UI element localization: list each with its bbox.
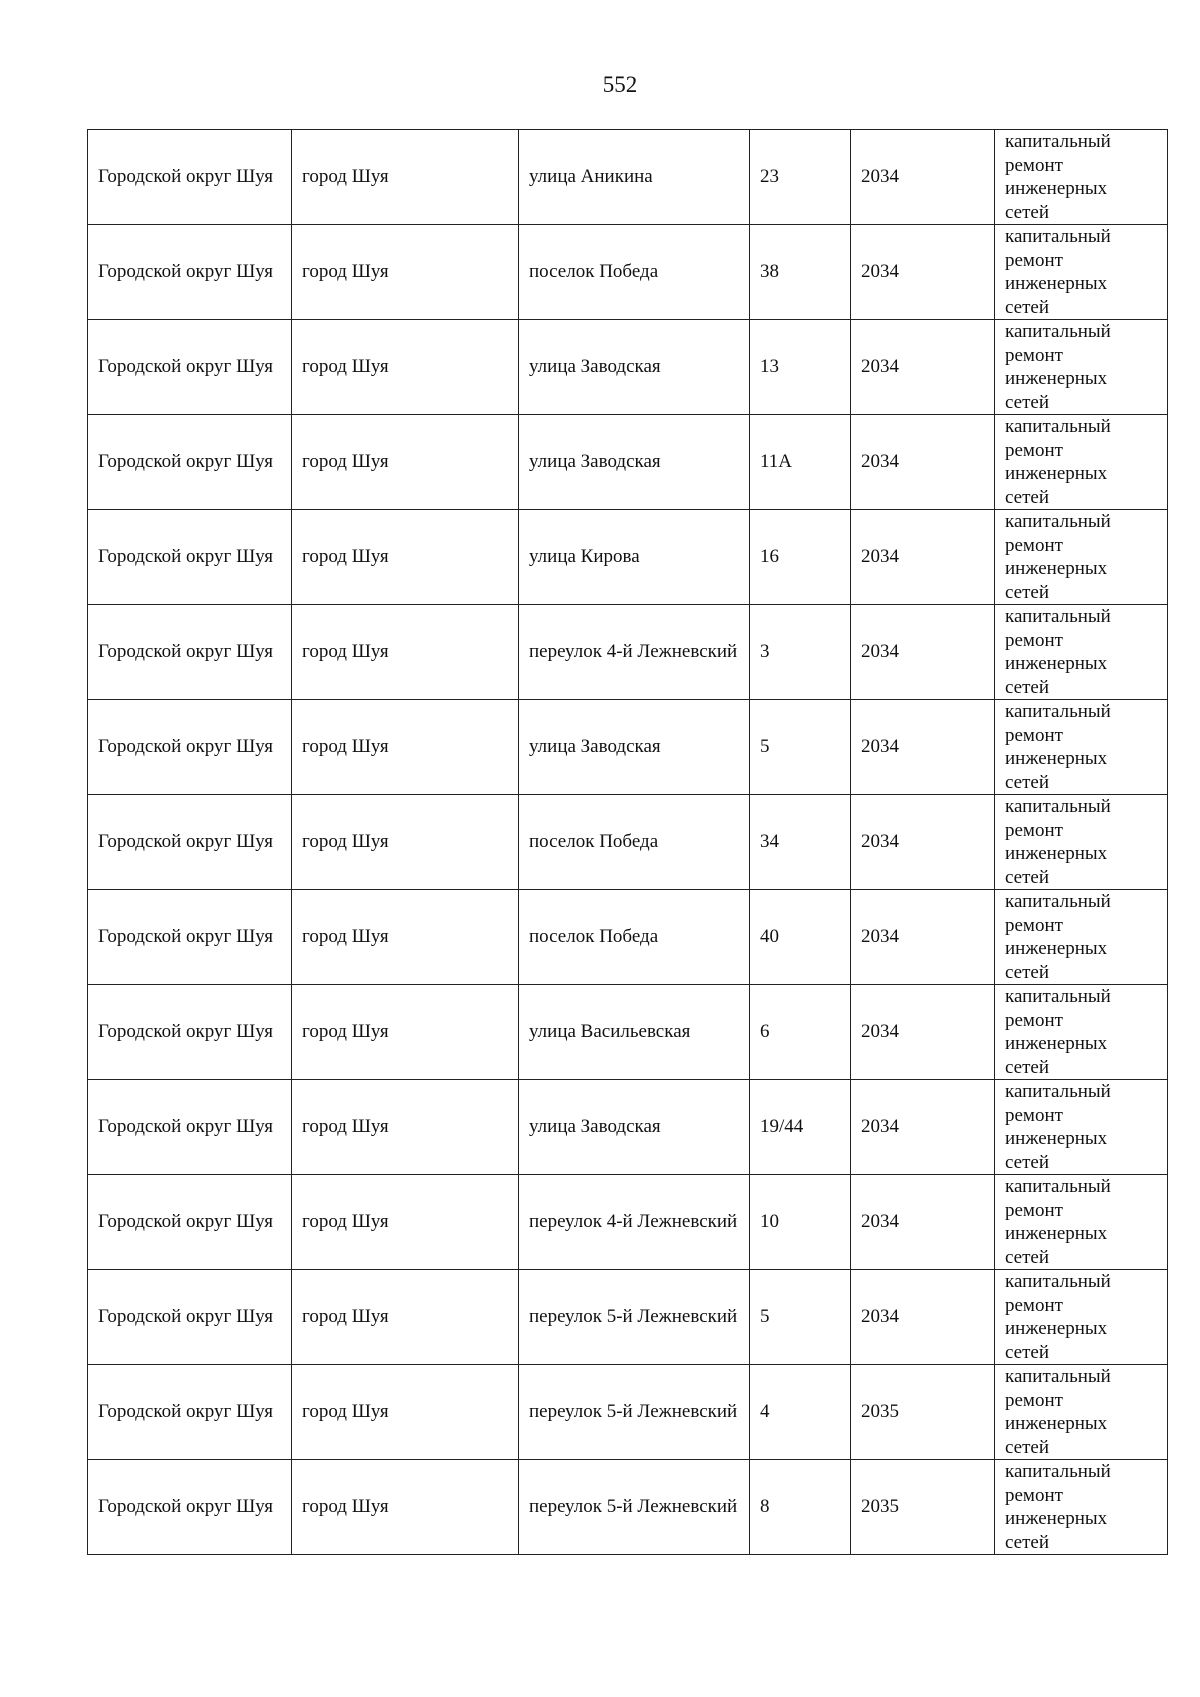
year-cell: 2034 — [851, 510, 995, 605]
work-type-line: ремонт — [1005, 1484, 1063, 1506]
work-type-line: сетей — [1005, 1531, 1050, 1553]
work-type-line: сетей — [1005, 201, 1050, 223]
year-cell: 2034 — [851, 415, 995, 510]
work-type-line: ремонт — [1005, 1104, 1063, 1126]
work-type-line: инженерных — [1005, 1223, 1108, 1244]
work-type-cell — [995, 415, 1168, 510]
street-cell: улица Аникина — [519, 130, 750, 225]
work-type-line: ремонт — [1005, 1009, 1063, 1031]
street-cell: улица Заводская — [519, 700, 750, 795]
year-cell: 2034 — [851, 985, 995, 1080]
settlement-cell: город Шуя — [292, 1365, 519, 1460]
street-cell: улица Заводская — [519, 1080, 750, 1175]
work-type-line: капитальный — [1005, 1176, 1111, 1197]
street-cell: переулок 5-й Лежневский — [519, 1270, 750, 1365]
work-type-line: капитальный — [1005, 511, 1111, 532]
year-cell: 2034 — [851, 795, 995, 890]
work-type-line: ремонт — [1005, 629, 1063, 651]
work-type-line: ремонт — [1005, 1389, 1063, 1411]
year-cell: 2034 — [851, 1175, 995, 1270]
street-cell: поселок Победа — [519, 225, 750, 320]
work-type-cell — [995, 1270, 1168, 1365]
work-type-cell — [995, 1460, 1168, 1555]
work-type-line: инженерных — [1005, 748, 1108, 769]
work-type-line: сетей — [1005, 771, 1050, 793]
house-number-cell: 34 — [750, 795, 851, 890]
work-type-line: ремонт — [1005, 1199, 1063, 1221]
table-row — [88, 225, 1168, 320]
work-type-cell — [995, 1080, 1168, 1175]
street-cell: улица Кирова — [519, 510, 750, 605]
work-type-cell — [995, 1365, 1168, 1460]
year-cell: 2034 — [851, 1270, 995, 1365]
settlement-cell: город Шуя — [292, 1175, 519, 1270]
work-type-line: инженерных — [1005, 368, 1108, 389]
table-row — [88, 1460, 1168, 1555]
table-row — [88, 1365, 1168, 1460]
work-type-line: ремонт — [1005, 1294, 1063, 1316]
municipality-cell: Городской округ Шуя — [88, 1270, 292, 1365]
street-cell: переулок 4-й Лежневский — [519, 605, 750, 700]
work-type-line: инженерных — [1005, 843, 1108, 864]
work-type-line: сетей — [1005, 1151, 1050, 1173]
year-cell: 2034 — [851, 605, 995, 700]
municipality-cell: Городской округ Шуя — [88, 130, 292, 225]
work-type-line: ремонт — [1005, 914, 1063, 936]
street-cell: переулок 5-й Лежневский — [519, 1365, 750, 1460]
work-type-cell — [995, 320, 1168, 415]
settlement-cell: город Шуя — [292, 1460, 519, 1555]
work-type-cell — [995, 890, 1168, 985]
house-number-cell: 6 — [750, 985, 851, 1080]
work-type-line: ремонт — [1005, 724, 1063, 746]
street-cell: улица Заводская — [519, 415, 750, 510]
work-type-line: сетей — [1005, 676, 1050, 698]
table-row — [88, 415, 1168, 510]
housing-repair-table — [87, 129, 1168, 1555]
work-type-line: сетей — [1005, 1341, 1050, 1363]
settlement-cell: город Шуя — [292, 415, 519, 510]
year-cell: 2035 — [851, 1460, 995, 1555]
work-type-line: сетей — [1005, 296, 1050, 318]
work-type-cell — [995, 985, 1168, 1080]
work-type-line: капитальный — [1005, 891, 1111, 912]
municipality-cell: Городской округ Шуя — [88, 1080, 292, 1175]
work-type-line: сетей — [1005, 391, 1050, 413]
page-number: 552 — [602, 72, 638, 97]
work-type-line: сетей — [1005, 1056, 1050, 1078]
work-type-line: сетей — [1005, 486, 1050, 508]
work-type-line: капитальный — [1005, 1366, 1111, 1387]
house-number-cell: 10 — [750, 1175, 851, 1270]
municipality-cell: Городской округ Шуя — [88, 1460, 292, 1555]
table-row — [88, 1080, 1168, 1175]
house-number-cell: 8 — [750, 1460, 851, 1555]
work-type-line: капитальный — [1005, 1081, 1111, 1102]
municipality-cell: Городской округ Шуя — [88, 510, 292, 605]
house-number-cell: 13 — [750, 320, 851, 415]
work-type-line: ремонт — [1005, 154, 1063, 176]
work-type-line: капитальный — [1005, 701, 1111, 722]
work-type-line: капитальный — [1005, 131, 1111, 152]
street-cell: улица Заводская — [519, 320, 750, 415]
settlement-cell: город Шуя — [292, 605, 519, 700]
work-type-cell — [995, 225, 1168, 320]
work-type-line: капитальный — [1005, 226, 1111, 247]
work-type-cell — [995, 795, 1168, 890]
work-type-line: ремонт — [1005, 344, 1063, 366]
street-cell: улица Васильевская — [519, 985, 750, 1080]
settlement-cell: город Шуя — [292, 320, 519, 415]
work-type-line: инженерных — [1005, 1318, 1108, 1339]
work-type-cell — [995, 1175, 1168, 1270]
work-type-line: ремонт — [1005, 439, 1063, 461]
table-body — [88, 130, 1168, 1555]
settlement-cell: город Шуя — [292, 1080, 519, 1175]
settlement-cell: город Шуя — [292, 130, 519, 225]
municipality-cell: Городской округ Шуя — [88, 225, 292, 320]
table-row — [88, 605, 1168, 700]
work-type-line: инженерных — [1005, 463, 1108, 484]
table-row — [88, 890, 1168, 985]
work-type-line: инженерных — [1005, 1508, 1108, 1529]
year-cell: 2034 — [851, 130, 995, 225]
table-row — [88, 1270, 1168, 1365]
street-cell: поселок Победа — [519, 795, 750, 890]
municipality-cell: Городской округ Шуя — [88, 795, 292, 890]
table-row — [88, 130, 1168, 225]
settlement-cell: город Шуя — [292, 225, 519, 320]
work-type-line: капитальный — [1005, 321, 1111, 342]
settlement-cell: город Шуя — [292, 510, 519, 605]
year-cell: 2035 — [851, 1365, 995, 1460]
work-type-line: инженерных — [1005, 1128, 1108, 1149]
work-type-line: инженерных — [1005, 273, 1108, 294]
work-type-line: ремонт — [1005, 249, 1063, 271]
street-cell: переулок 4-й Лежневский — [519, 1175, 750, 1270]
house-number-cell: 5 — [750, 1270, 851, 1365]
work-type-line: инженерных — [1005, 653, 1108, 674]
work-type-cell — [995, 130, 1168, 225]
work-type-line: сетей — [1005, 1246, 1050, 1268]
work-type-line: инженерных — [1005, 1413, 1108, 1434]
municipality-cell: Городской округ Шуя — [88, 700, 292, 795]
work-type-line: капитальный — [1005, 986, 1111, 1007]
work-type-line: сетей — [1005, 961, 1050, 983]
table-row — [88, 510, 1168, 605]
work-type-line: капитальный — [1005, 1271, 1111, 1292]
work-type-cell — [995, 510, 1168, 605]
work-type-line: капитальный — [1005, 606, 1111, 627]
municipality-cell: Городской округ Шуя — [88, 1365, 292, 1460]
table-row — [88, 320, 1168, 415]
house-number-cell: 38 — [750, 225, 851, 320]
house-number-cell: 16 — [750, 510, 851, 605]
settlement-cell: город Шуя — [292, 1270, 519, 1365]
municipality-cell: Городской округ Шуя — [88, 890, 292, 985]
municipality-cell: Городской округ Шуя — [88, 605, 292, 700]
work-type-line: капитальный — [1005, 416, 1111, 437]
settlement-cell: город Шуя — [292, 985, 519, 1080]
year-cell: 2034 — [851, 1080, 995, 1175]
year-cell: 2034 — [851, 320, 995, 415]
settlement-cell: город Шуя — [292, 795, 519, 890]
street-cell: переулок 5-й Лежневский — [519, 1460, 750, 1555]
house-number-cell: 23 — [750, 130, 851, 225]
work-type-line: ремонт — [1005, 819, 1063, 841]
work-type-cell — [995, 700, 1168, 795]
table-row — [88, 1175, 1168, 1270]
table-row — [88, 700, 1168, 795]
house-number-cell: 3 — [750, 605, 851, 700]
year-cell: 2034 — [851, 890, 995, 985]
work-type-line: сетей — [1005, 1436, 1050, 1458]
work-type-line: инженерных — [1005, 178, 1108, 199]
municipality-cell: Городской округ Шуя — [88, 1175, 292, 1270]
settlement-cell: город Шуя — [292, 890, 519, 985]
street-cell: поселок Победа — [519, 890, 750, 985]
year-cell: 2034 — [851, 225, 995, 320]
work-type-line: инженерных — [1005, 938, 1108, 959]
work-type-line: инженерных — [1005, 1033, 1108, 1054]
work-type-cell — [995, 605, 1168, 700]
year-cell: 2034 — [851, 700, 995, 795]
work-type-line: сетей — [1005, 866, 1050, 888]
work-type-line: сетей — [1005, 581, 1050, 603]
work-type-line: капитальный — [1005, 796, 1111, 817]
municipality-cell: Городской округ Шуя — [88, 320, 292, 415]
work-type-line: ремонт — [1005, 534, 1063, 556]
house-number-cell: 19/44 — [750, 1080, 851, 1175]
work-type-line: инженерных — [1005, 558, 1108, 579]
table-row — [88, 985, 1168, 1080]
settlement-cell: город Шуя — [292, 700, 519, 795]
municipality-cell: Городской округ Шуя — [88, 985, 292, 1080]
house-number-cell: 40 — [750, 890, 851, 985]
table-row — [88, 795, 1168, 890]
work-type-line: капитальный — [1005, 1461, 1111, 1482]
municipality-cell: Городской округ Шуя — [88, 415, 292, 510]
house-number-cell: 5 — [750, 700, 851, 795]
house-number-cell: 11А — [750, 415, 851, 510]
house-number-cell: 4 — [750, 1365, 851, 1460]
